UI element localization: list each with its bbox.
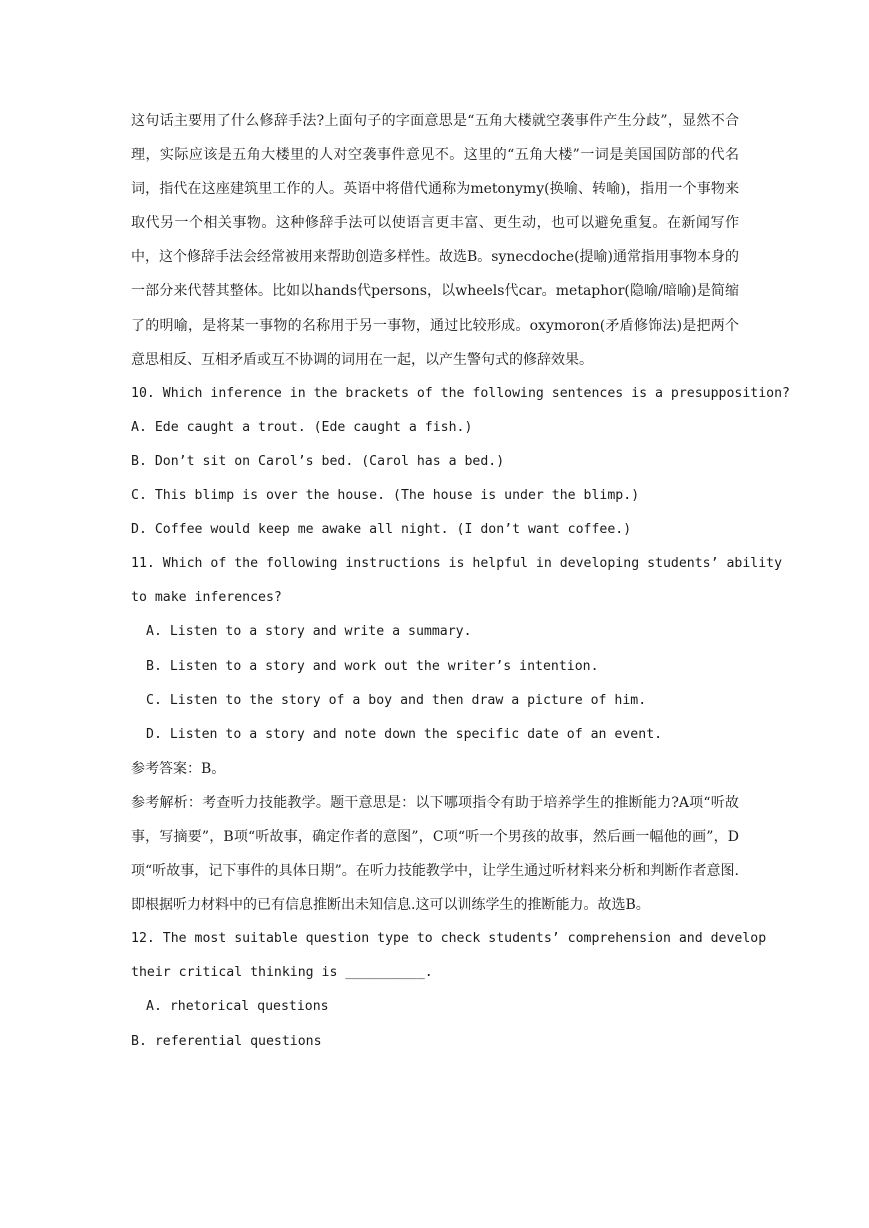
question-11-answer: 参考答案：B。 [131,760,226,777]
question-12-option-b: B. referential questions [131,1033,322,1049]
question-12-stem-line1: 12. The most suitable question type to check students’ comprehension and develop [131,931,767,947]
question-11-option-c: C. Listen to the story of a boy and then draw a picture of him. [146,692,647,708]
question-10-option-b: B. Don’t sit on Carol’s bed. (Carol has a bed.) [131,453,505,469]
question-11-option-b: B. Listen to a story and work out the writer’s intention. [146,658,599,674]
question-10-option-c: C. This blimp is over the house. (The house is under the blimp.) [131,488,640,504]
question-12-option-a: A. rhetorical questions [146,999,329,1015]
question-11-option-d: D. Listen to a story and note down the specific date of an event. [146,726,663,742]
question-10-stem: 10. Which inference in the brackets of the following sentences is a presupposition? [131,385,790,401]
question-11-stem-line2: to make inferences? [131,590,282,606]
question-11-option-a: A. Listen to a story and write a summary. [146,624,472,640]
question-10-option-a: A. Ede caught a trout. (Ede caught a fish.) [131,419,473,435]
document-page [131,104,790,1059]
question-10-option-d: D. Coffee would keep me awake all night. (I don’t want coffee.) [131,522,632,538]
explanation-q9: 这句话主要用了什么修辞手法?上面句子的字面意思是“五角大楼就空袭事件产生分歧”，显然不合理，实际应该是五角大楼里的人对空袭事件意见不。这里的“五角大楼”一词是美国国防部的代名词，指代在这座建筑里工作的人。英语中将借代通称为metonymy(换喻、转喻)，指用一个事物来取代另一个相关事物。这种修辞手法可以使语言更丰富、更生动，也可以避免重复。在新闻写作中，这个修辞手法会经常被用来帮助创造多样性。故选B。synecdoche(提喻)通常指用事物本身的一部分来代替其整体。比如以hands代persons，以wheels代car。metaphor(隐喻/暗喻)是简缩了的明喻，是将某一事物的名称用于另一事物，通过比较形成。oxymoron(矛盾修饰法)是把两个意思相反、互相矛盾或互不协调的词用在一起，以产生警句式的修辞效果。 [131,113,739,368]
question-11-stem-line1: 11. Which of the following instructions is helpful in developing students’ ability [131,556,783,572]
question-11-explanation: 参考解析：考查听力技能教学。题干意思是：以下哪项指令有助于培养学生的推断能力?A项“听故事，写摘要”，B项“听故事，确定作者的意图”，C项“听一个男孩的故事，然后画一幅他的画”，D项“听故事，记下事件的具体日期”。在听力技能教学中，让学生通过听材料来分析和判断作者意图.即根据听力材料中的已有信息推断出未知信息.这可以训练学生的推断能力。故选B。 [131,794,739,914]
question-12-stem-line2: their critical thinking is __________. [131,965,433,981]
